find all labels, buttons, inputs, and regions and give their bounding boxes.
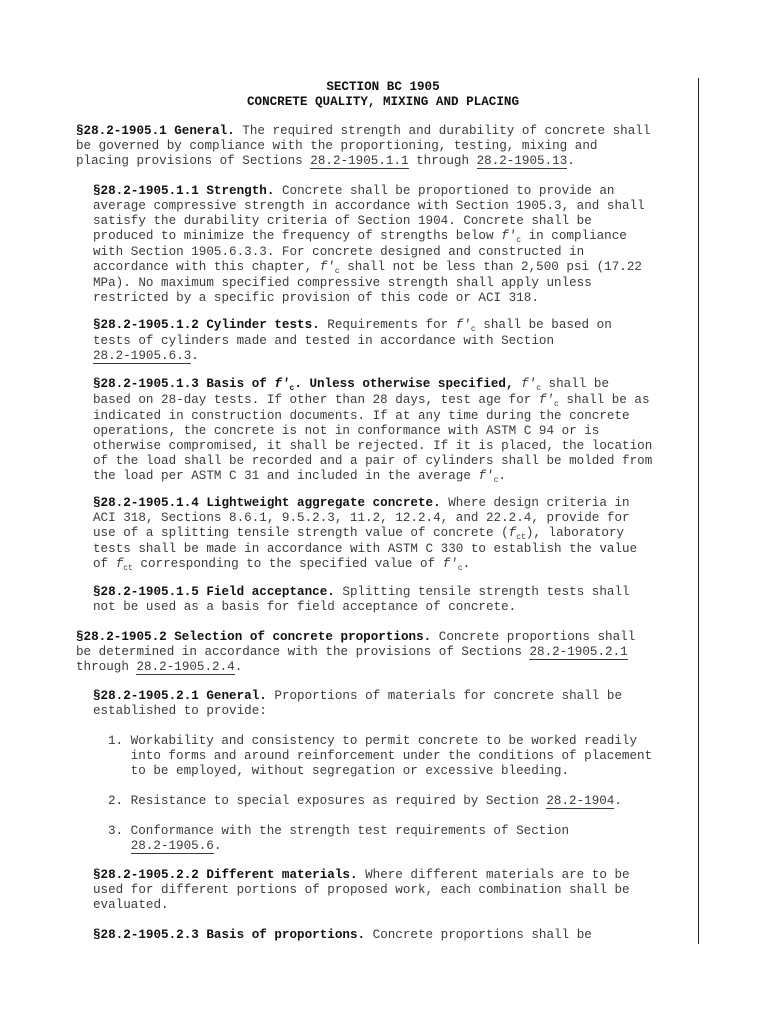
link-28.2-1905.2.1[interactable]: 28.2-1905.2.1 bbox=[529, 645, 628, 659]
paragraph-heading: §28.2-1905.2 Selection of concrete proportions. bbox=[76, 630, 432, 644]
paragraph-1905-2: §28.2-1905.2 Selection of concrete proportions. Concrete proportions shall be determined in accordance with the provisions of Sections 28.2-1905.2.1 through 28.2-1905.2.4. bbox=[76, 630, 636, 674]
paragraph-1905-1-1: §28.2-1905.1.1 Strength. Concrete shall be proportioned to provide an average compressive strength in accordance with Section 1905.3, and shall satisfy the durability criteria of Section 1904. Concrete shall be produced to minimize the frequency of strengths below $f'_c$ in compliance with Section 1905.6.3.3. For concrete designed and constructed in accordance with this chapter, $f'_c$ shall not be less than 2,500 psi (17.22 MPa). No maximum specified compressive strength shall apply unless restricted by a specific provision of this code or ACI 318. bbox=[93, 184, 645, 305]
link-28.2-1905.13[interactable]: 28.2-1905.13 bbox=[476, 154, 568, 168]
link-28.2-1905.6[interactable]: 28.2-1905.6 bbox=[130, 839, 214, 853]
paragraph-heading: §28.2-1905.1.4 Lightweight aggregate concrete. bbox=[93, 496, 441, 510]
paragraph-heading: §28.2-1905.1.2 Cylinder tests. bbox=[93, 318, 320, 332]
paragraph-1905-1-4: §28.2-1905.1.4 Lightweight aggregate concrete. Where design criteria in ACI 318, Sections 8.6.1, 9.5.2.3, 11.2, 12.2.4, and 22.2.4, provide for use of a splitting tensile strength value of concrete $(f_{ct})$, laboratory tests shall be made in accordance with ASTM C 330 to establish the value of $f_{ct}$ corresponding to the specified value of $f'_c$. bbox=[93, 496, 638, 573]
link-28.2-1904[interactable]: 28.2-1904 bbox=[546, 794, 615, 808]
paragraph-1905-1-2: §28.2-1905.1.2 Cylinder tests. Requirements for $f'_c$ shall be based on tests of cylinders made and tested in accordance with Section 28.2-1905.6.3. bbox=[93, 318, 612, 363]
paragraph-heading: §28.2-1905.2.1 General. bbox=[93, 689, 267, 703]
paragraph-heading: §28.2-1905.2.3 Basis of proportions. bbox=[93, 928, 366, 942]
section-number: SECTION BC 1905 bbox=[326, 80, 440, 94]
list-item-3: 3. Conformance with the strength test requirements of Section 28.2-1905.6. bbox=[108, 824, 570, 853]
list-item-1: 1. Workability and consistency to permit concrete to be worked readily into forms and around reinforcement under the conditions of placement to be employed, without segregation or excessive bleeding. bbox=[108, 734, 653, 778]
paragraph-1905-1-5: §28.2-1905.1.5 Field acceptance. Splitting tensile strength tests shall not be used as a basis for field acceptance of concrete. bbox=[93, 585, 630, 614]
paragraph-1905-2-2: §28.2-1905.2.2 Different materials. Where different materials are to be used for different portions of proposed work, each combination shall be evaluated. bbox=[93, 868, 630, 912]
list-item-2: 2. Resistance to special exposures as required by Section 28.2-1904. bbox=[108, 794, 622, 808]
paragraph-1905-1-3: §28.2-1905.1.3 Basis of $f'_c$. Unless otherwise specified, $f'_c$ shall be based on 28-day tests. If other than 28 days, test age for $f'_c$ shall be as indicated in construction documents. If at any time during the concrete operations, the concrete is not in conformance with ASTM C 94 or is otherwise compromised, it shall be rejected. If it is placed, the location of the load shall be recorded and a pair of cylinders shall be molded from the load per ASTM C 31 and included in the average $f'_c$. bbox=[93, 377, 653, 485]
link-28.2-1905.2.4[interactable]: 28.2-1905.2.4 bbox=[136, 660, 235, 674]
paragraph-heading: §28.2-1905.1.1 Strength. bbox=[93, 184, 275, 198]
margin-rule bbox=[698, 78, 699, 944]
link-28.2-1905.1.1[interactable]: 28.2-1905.1.1 bbox=[310, 154, 409, 168]
paragraph-heading: §28.2-1905.2.2 Different materials. bbox=[93, 868, 358, 882]
paragraph-1905-1: §28.2-1905.1 General. The required strength and durability of concrete shall be governed by compliance with the proportioning, testing, mixing and placing provisions of Sections 28.2-1905.1.1 through 28.2-1905.13. bbox=[76, 124, 651, 168]
paragraph-1905-2-3: §28.2-1905.2.3 Basis of proportions. Concrete proportions shall be bbox=[93, 928, 592, 942]
paragraph-heading: §28.2-1905.1.5 Field acceptance. bbox=[93, 585, 335, 599]
paragraph-heading: §28.2-1905.1.3 Basis of $f'_c$. Unless otherwise specified, bbox=[93, 377, 514, 393]
section-title: CONCRETE QUALITY, MIXING AND PLACING bbox=[246, 95, 520, 109]
paragraph-heading: §28.2-1905.1 General. bbox=[76, 124, 235, 138]
link-28.2-1905.6.3[interactable]: 28.2-1905.6.3 bbox=[93, 349, 192, 363]
paragraph-1905-2-1: §28.2-1905.2.1 General. Proportions of materials for concrete shall be established to provide: bbox=[93, 689, 623, 718]
